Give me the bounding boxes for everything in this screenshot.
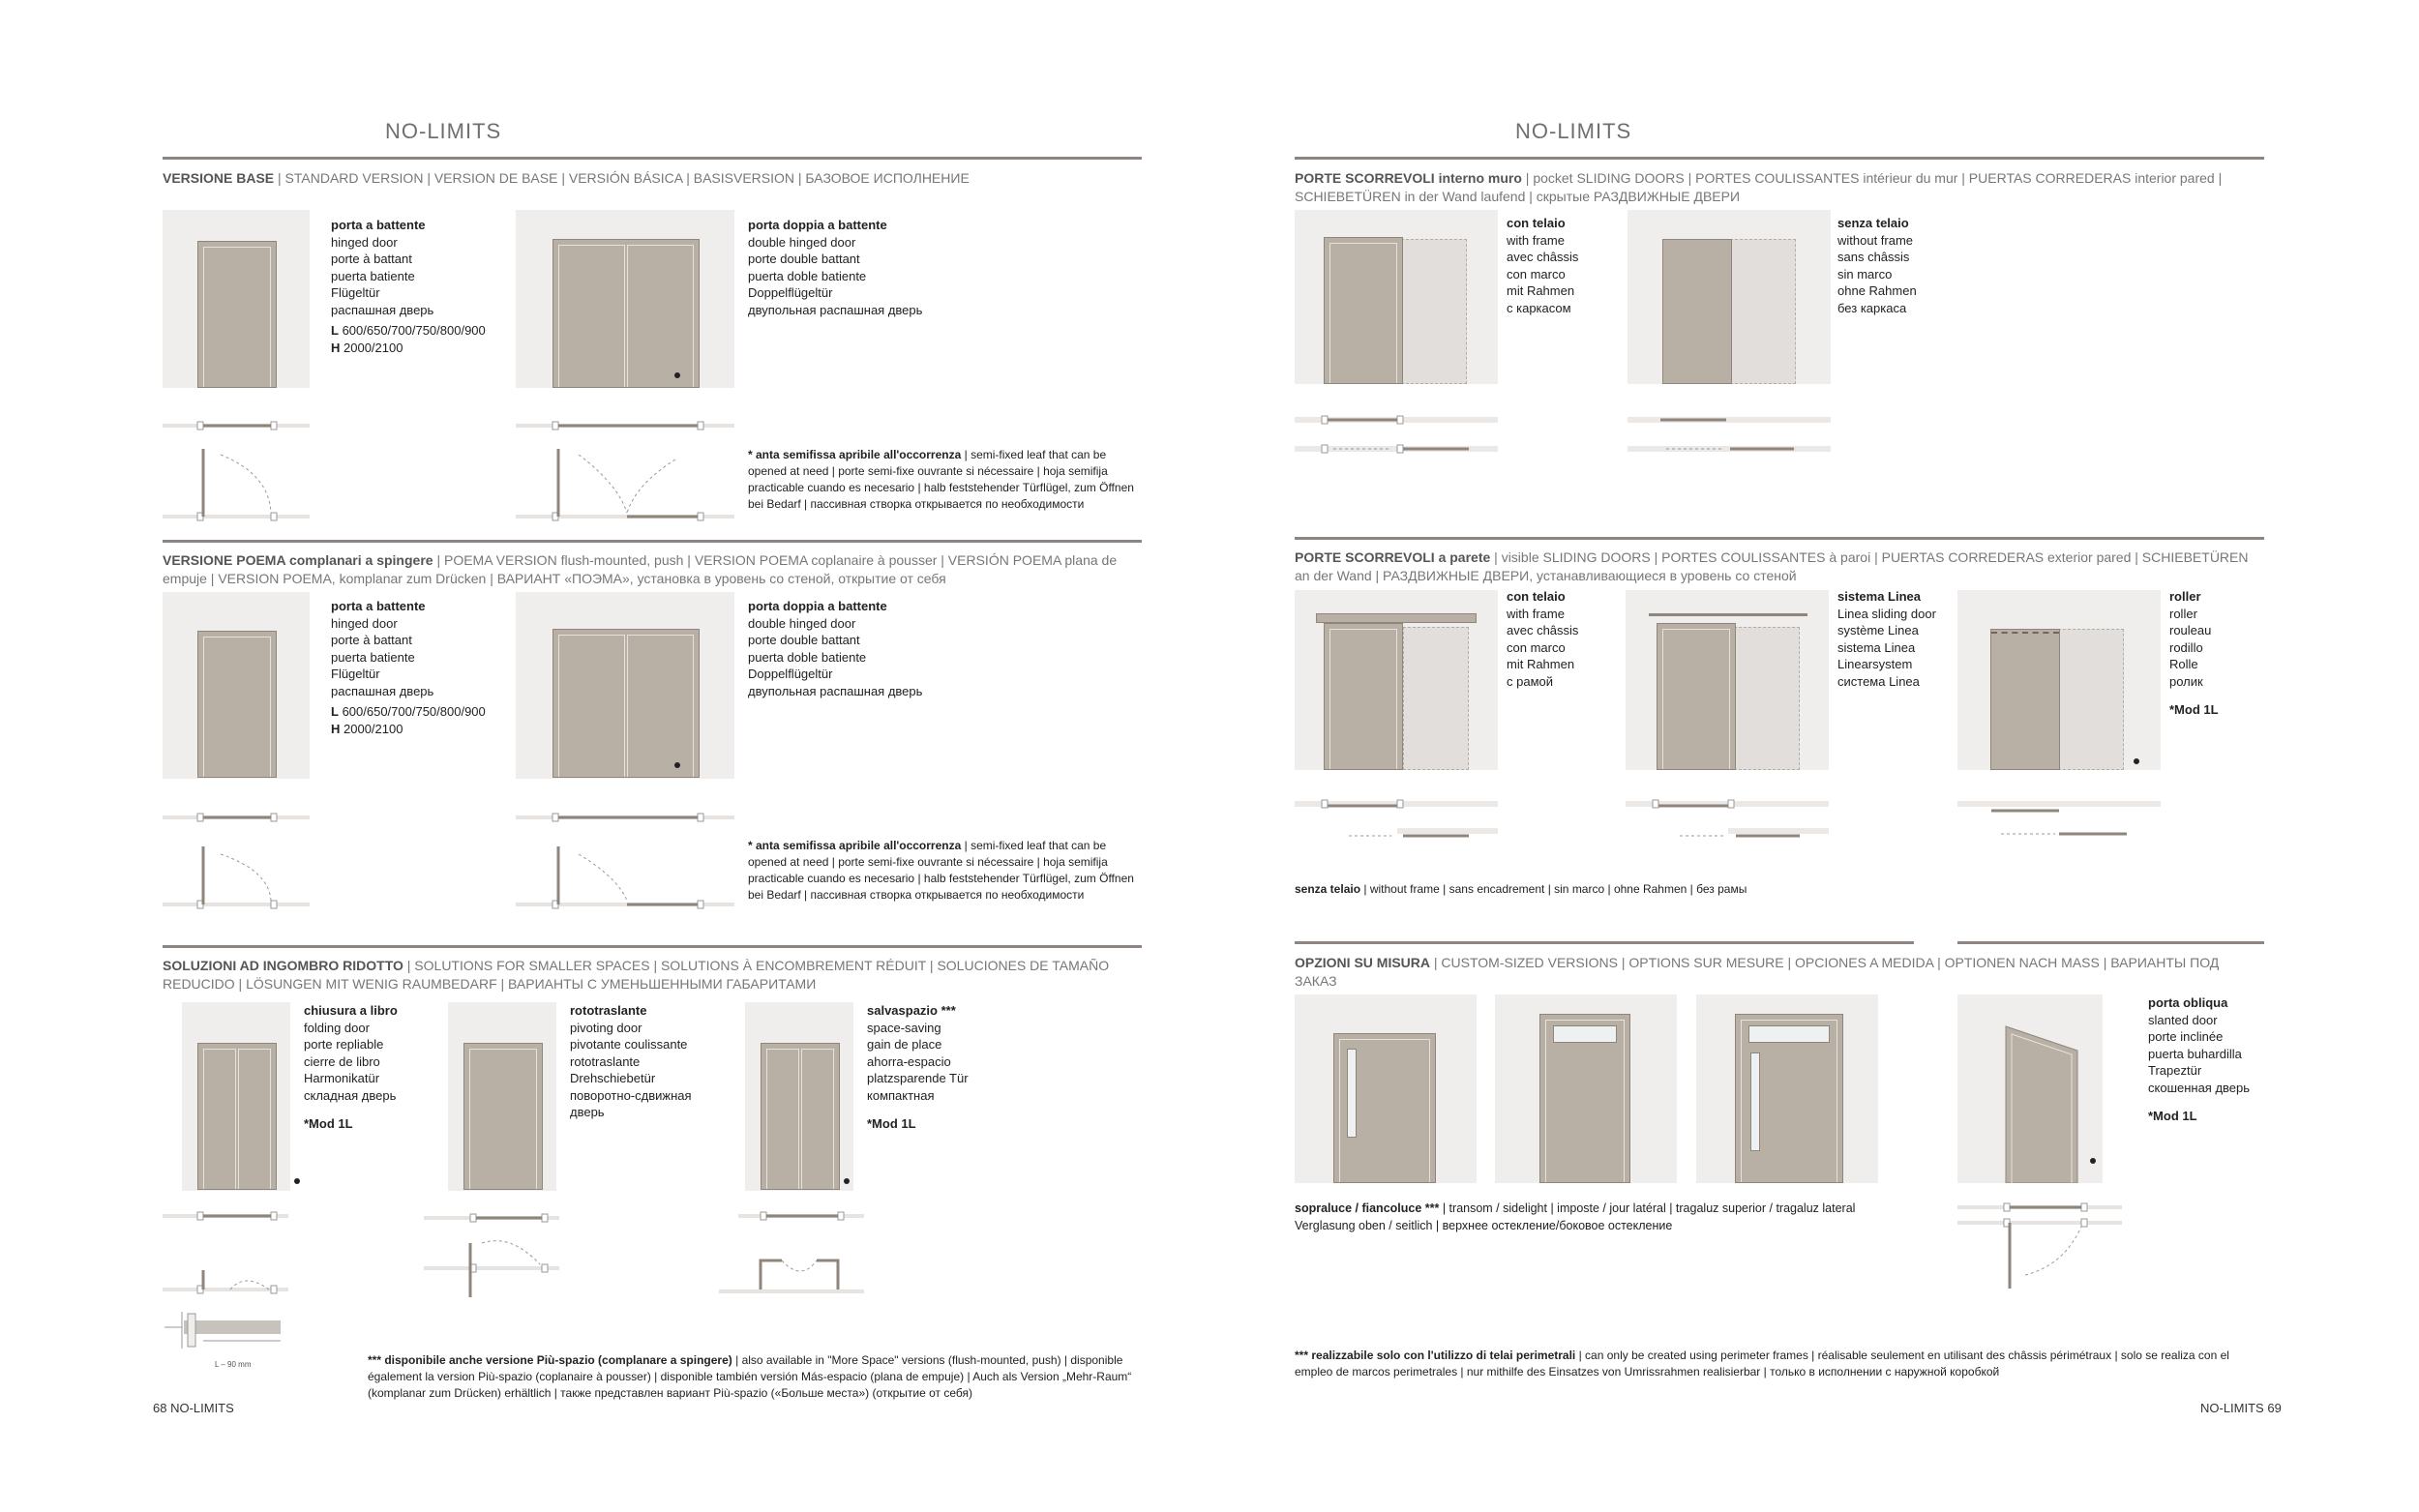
pocket-without-frame-thumb xyxy=(1628,210,1831,384)
right-title-rule xyxy=(1295,157,2264,160)
transom-label: sopraluce / fiancoluce *** | transom / sidelight | imposte / jour latéral | tragaluz superior / tragaluz lateral Verglasung oben / seitlich | верхнее остекление/боковое остекление xyxy=(1295,1201,1856,1232)
left-page-number: 68 NO-LIMITS xyxy=(153,1401,234,1415)
poema-single-door-label: porta a battente hinged door porte à battant puerta batiente Flügeltür распашная дверь L 600/650/700/750/800/900 H 2000/2100 xyxy=(331,599,486,736)
space-saving-door-label: salvaspazio *** space-saving gain de place ahorra-espacio platzsparende Tür компактная *Mod 1L xyxy=(867,1003,969,1131)
pocket-without-frame-label: senza telaio without frame sans châssis sin marco ohne Rahmen без каркаса xyxy=(1837,216,1917,315)
base-section-heading: VERSIONE BASE | STANDARD VERSION | VERSION DE BASE | VERSIÓN BÁSICA | BASISVERSION | БАЗОВОЕ ИСПОЛНЕНИЕ xyxy=(163,170,970,186)
slanted-door-label: porta obliqua slanted door porte inclinée puerta buhardilla Trapeztür скошенная дверь *Mod 1L xyxy=(2148,995,2251,1123)
small-plan-diagrams xyxy=(163,1204,879,1311)
wall-roller-label: roller roller rouleau rodillo Rolle ролик *Mod 1L xyxy=(2169,589,2219,717)
base-plan-diagrams xyxy=(163,416,743,532)
left-page-title: NO-LIMITS xyxy=(385,119,502,143)
slanted-plan-diagram xyxy=(1957,1198,2151,1294)
dimension-label: L – 90 mm xyxy=(215,1360,252,1369)
right-page-title: NO-LIMITS xyxy=(1515,119,1632,143)
poema-section-heading: VERSIONE POEMA complanari a spingere | POEMA VERSION flush-mounted, push | VERSION POEMA coplanaire à pousser | VERSIÓN POEMA plana de empuje | VERSION POEMA, komplanar zum Drücken | ВАРИАНТ «ПОЭМА», установка в уровень со стеной, открытие от себя xyxy=(163,552,1118,586)
pivoting-door-label: rototraslante pivoting door pivotante coulissante rototraslante Drehschiebetür поворотно-сдвижная дверь xyxy=(570,1003,692,1119)
pocket-plan-diagrams xyxy=(1295,411,1837,460)
wall-plan-diagrams xyxy=(1295,793,2165,851)
wall-section-heading: PORTE SCORREVOLI a parete | visible SLIDING DOORS | PORTES COULISSANTES à paroi | PUERTAS CORREDERAS exterior pared | SCHIEBETÜREN an der Wand | РАЗДВИЖНЫЕ ДВЕРИ, устанавливающиеся в уровень со стеной xyxy=(1295,549,2249,583)
poema-plan-diagrams xyxy=(163,808,743,924)
wall-with-frame-label: con telaio with frame avec châssis con marco mit Rahmen с рамой xyxy=(1507,589,1579,689)
custom-footnote: *** realizzabile solo con l'utilizzo di telai perimetrali | can only be created using perimeter frames | réalisable seulement en utilisant des châssis périmétraux | solo se realiza con el empleo de marcos perimetrales | nur mithilfe des Einsatzes von Umrissrahmen realisierbar | только в исполнении с наружной коробкой xyxy=(1295,1349,2229,1379)
wall-roller-thumb xyxy=(1957,590,2161,770)
sidelight-thumb xyxy=(1295,994,1477,1183)
pivoting-door-thumb xyxy=(448,1002,556,1191)
poema-double-door-label: porta doppia a battente double hinged door porte double battant puerta doble batiente Doppelflügeltür двупольная распашная дверь xyxy=(748,599,923,698)
transom-sidelight-thumb xyxy=(1696,994,1878,1183)
custom-section-heading: OPZIONI SU MISURA | CUSTOM-SIZED VERSIONS | OPTIONS SUR MESURE | OPCIONES A MEDIDA | OPTIONEN NACH MASS | ВАРИАНТЫ ПОД ЗАКАЗ xyxy=(1295,955,2220,989)
wall-linea-thumb xyxy=(1626,590,1829,770)
transom-thumb xyxy=(1495,994,1677,1183)
pocket-section-heading: PORTE SCORREVOLI interno muro | pocket SLIDING DOORS | PORTES COULISSANTES intérieur du mur | PUERTAS CORREDERAS interior pared | SCHIEBETÜREN in der Wand laufend | скрытые РАЗДВИЖНЫЕ ДВЕРИ xyxy=(1295,170,2223,204)
wall-linea-label: sistema Linea Linea sliding door système Linea sistema Linea Linearsystem система Linea xyxy=(1837,589,1936,689)
custom-rule-a xyxy=(1295,941,1914,944)
poema-rule xyxy=(163,540,1142,543)
right-page-number: NO-LIMITS 69 xyxy=(2200,1401,2282,1415)
small-footnote: *** disponibile anche versione Più-spazio (complanare a spingere) | also available in "More Space" versions (flush-mounted, push) | disponible également la version Più-spazio (coplanaire à pousser) | disponible también versión Más-espacio (plana de empuje) | Auch als Version „Mehr-Raum“ (komplanar zum Drücken) erhältlich | также представлен вариант Più-spazio («Больше места») (открытие от себя) xyxy=(368,1353,1132,1400)
slanted-door-thumb xyxy=(1957,994,2103,1183)
wall-note: senza telaio | without frame | sans encadrement | sin marco | ohne Rahmen | без рамы xyxy=(1295,882,1747,896)
small-section-heading: SOLUZIONI AD INGOMBRO RIDOTTO | SOLUTIONS FOR SMALLER SPACES | SOLUTIONS À ENCOMBREMENT RÉDUIT | SOLUCIONES DE TAMAÑO REDUCIDO | LÖSUNGEN MIT WENIG RAUMBEDARF | ВАРИАНТЫ С УМЕНЬШЕННЫМИ ГАБАРИТАМИ xyxy=(163,958,1110,992)
space-saving-door-thumb xyxy=(745,1002,853,1191)
pocket-with-frame-thumb xyxy=(1295,210,1498,384)
folding-door-thumb xyxy=(182,1002,290,1191)
folding-door-label: chiusura a libro folding door porte repliable cierre de libro Harmonikatür складная дверь *Mod 1L xyxy=(304,1003,398,1131)
poema-double-door-thumb xyxy=(516,592,734,779)
pocket-with-frame-label: con telaio with frame avec châssis con marco mit Rahmen с каркасом xyxy=(1507,216,1579,315)
wall-rule xyxy=(1295,537,2264,540)
base-double-door-label: porta doppia a battente double hinged door porte double battant puerta doble batiente Doppelflügeltür двупольная распашная дверь xyxy=(748,218,923,317)
left-title-rule xyxy=(163,157,1142,160)
custom-rule-b xyxy=(1957,941,2264,944)
base-single-door-label: porta a battente hinged door porte à battant puerta batiente Flügeltür распашная дверь L 600/650/700/750/800/900 H 2000/2100 xyxy=(331,218,486,355)
base-double-door-thumb xyxy=(516,210,734,388)
base-semifixed-note: * anta semifissa apribile all'occorrenza | semi-fixed leaf that can be opened at need | porte semi-fixe ouvrante si nécessaire | hoja semifija practicable cuando es necesario | halb feststehender Türflügel, zum Öffnen bei Bedarf | пассивная створка открывается по необходимости xyxy=(748,448,1134,511)
poema-semifixed-note: * anta semifissa apribile all'occorrenza | semi-fixed leaf that can be opened at need | porte semi-fixe ouvrante si nécessaire | hoja semifija practicable cuando es necesario | halb feststehender Türflügel, zum Öffnen bei Bedarf | пассивная створка открывается по необходимости xyxy=(748,839,1134,902)
wall-with-frame-thumb xyxy=(1295,590,1498,770)
base-single-door-thumb xyxy=(163,210,310,388)
poema-single-door-thumb xyxy=(163,592,310,779)
small-rule xyxy=(163,945,1142,948)
